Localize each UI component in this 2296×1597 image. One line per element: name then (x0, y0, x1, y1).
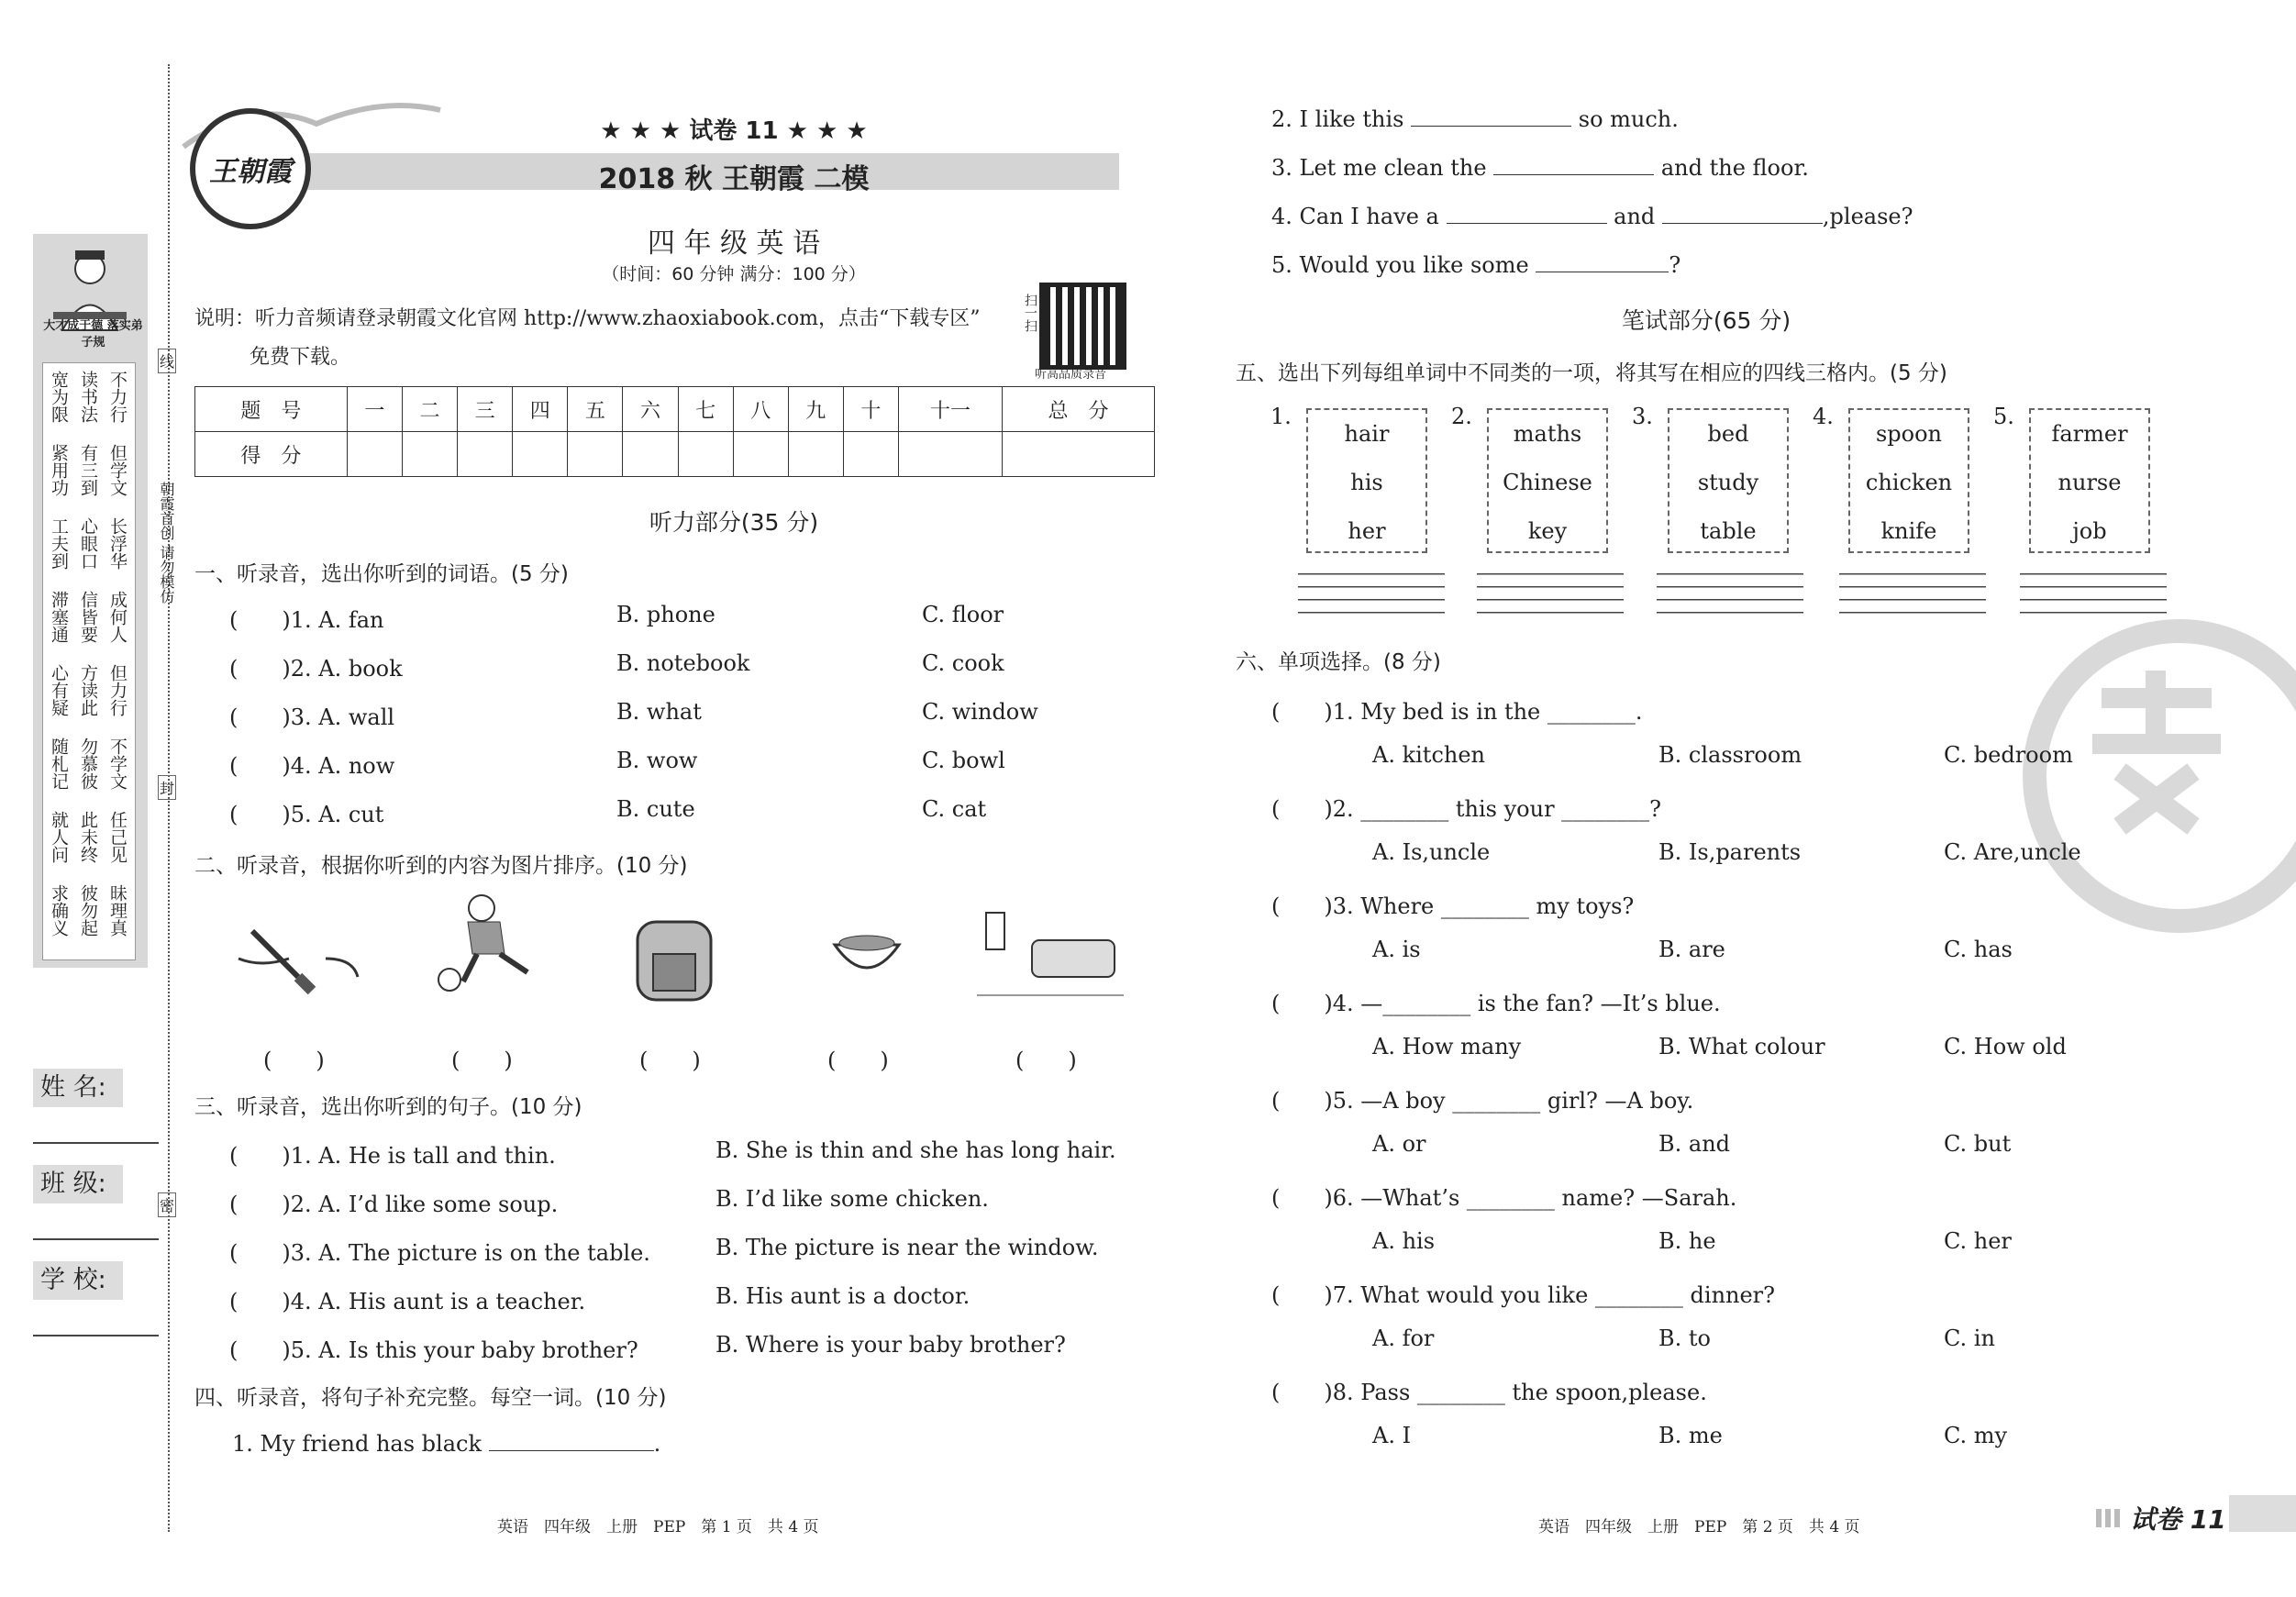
answer-blank[interactable] (1536, 253, 1669, 272)
item-b: B. cute (616, 796, 695, 822)
list-item[interactable] (229, 1186, 1147, 1235)
motto-column: 昧理真 (107, 884, 128, 937)
score-input[interactable] (458, 432, 513, 477)
exam-title: 2018 秋 王朝霞 二模 (598, 163, 870, 195)
choice-b[interactable]: B. Is,parents (1658, 839, 1802, 865)
footer-tab (2229, 1495, 2296, 1532)
order-bracket[interactable]: ( ) (451, 1048, 513, 1073)
motto-column: 求确义 (49, 884, 69, 937)
schoolbag-picture (624, 908, 752, 1009)
choice-a[interactable]: A. is (1372, 937, 1421, 962)
item-a: ( )3. A. wall (229, 704, 395, 730)
score-cell: 八 (733, 387, 788, 432)
choice-a[interactable]: A. his (1372, 1228, 1436, 1254)
option-b: B. The picture is near the window. (715, 1235, 1099, 1260)
living-room-picture (977, 904, 1124, 1004)
order-bracket[interactable]: ( ) (639, 1048, 701, 1073)
word-group (2029, 408, 2150, 553)
score-cell: 二 (402, 387, 457, 432)
group-number: 1. (1270, 404, 1292, 429)
score-table (194, 386, 1155, 477)
question[interactable]: ( )6. —What’s ________ name? —Sarah. (1271, 1185, 1737, 1211)
word-group (1487, 408, 1608, 553)
score-input[interactable] (402, 432, 457, 477)
sentence-text: 3. Let me clean the (1271, 155, 1487, 181)
footer-right: 英语 四年级 上册 PEP 第 2 页 共 4 页 (1538, 1518, 1860, 1536)
word: Chinese (1503, 470, 1592, 495)
order-bracket[interactable]: ( ) (827, 1048, 889, 1073)
option-a: ( )4. A. His aunt is a teacher. (229, 1289, 586, 1314)
choice-row (1271, 839, 2189, 888)
motto-column: 随札记 (49, 738, 69, 790)
score-entry-row (195, 432, 1155, 477)
score-cell: 四 (513, 387, 568, 432)
list-item[interactable] (229, 1283, 1147, 1332)
word: chicken (1865, 470, 1953, 495)
item-b: B. what (616, 699, 702, 725)
score-input[interactable] (788, 432, 843, 477)
question[interactable]: ( )8. Pass ________ the spoon,please. (1271, 1380, 1707, 1405)
word: his (1350, 470, 1383, 495)
choice-a[interactable]: A. or (1372, 1131, 1426, 1157)
score-input[interactable] (568, 432, 623, 477)
sentence-text: and the floor. (1660, 155, 1809, 181)
brand-logo (190, 108, 311, 229)
score-input[interactable] (513, 432, 568, 477)
score-input[interactable] (1002, 432, 1154, 477)
option-a: ( )2. A. I’d like some soup. (229, 1192, 559, 1217)
list-item[interactable] (229, 796, 1055, 845)
score-cell: 一 (347, 387, 402, 432)
choice-b[interactable]: B. to (1658, 1325, 1711, 1351)
writing-lines[interactable] (1298, 573, 1445, 614)
listening-title: 听力部分(35 分) (649, 509, 819, 536)
option-a: ( )5. A. Is this your baby brother? (229, 1337, 638, 1363)
section-2-title: 二、听录音，根据你听到的内容为图片排序。(10 分) (194, 854, 688, 878)
answer-blank[interactable] (1662, 205, 1823, 224)
choice-b[interactable]: B. classroom (1658, 742, 1802, 768)
vertical-note: 朝霞首创 请勿模仿 (158, 482, 175, 604)
list-item[interactable] (229, 1235, 1147, 1283)
motto-column: 成何人 (107, 591, 128, 643)
item-b: B. wow (616, 748, 698, 773)
choice-a[interactable]: A. How many (1372, 1034, 1522, 1059)
section-3-title: 三、听录音，选出你听到的句子。(10 分) (194, 1095, 582, 1119)
sentence-text: ? (1669, 252, 1681, 278)
option-a: ( )1. A. He is tall and thin. (229, 1143, 556, 1169)
question[interactable]: ( )1. My bed is in the ________. (1271, 699, 1643, 725)
choice-b[interactable]: B. and (1658, 1131, 1731, 1157)
section-6-list (1271, 693, 2189, 1471)
qr-scan-label: 扫一扫 (1023, 294, 1037, 332)
sentence-text: 5. Would you like some (1271, 252, 1529, 278)
choice-c[interactable]: C. but (1944, 1131, 2012, 1157)
word: bed (1707, 421, 1749, 447)
question[interactable]: ( )5. —A boy ________ girl? —A boy. (1271, 1088, 1694, 1114)
fill-sentence-2 (1271, 106, 1679, 132)
motto-column: 但学文 (107, 444, 128, 496)
name-label: 姓 名: (33, 1069, 123, 1107)
choice-c[interactable]: C. her (1944, 1228, 2012, 1254)
word-group (1668, 408, 1789, 553)
motto-column: 读书法 (78, 371, 98, 423)
motto-column: 心眼口 (78, 517, 98, 570)
score-cell: 三 (458, 387, 513, 432)
score-cell: 十一 (898, 387, 1002, 432)
section-3-list (229, 1137, 1147, 1381)
writing-lines[interactable] (1839, 573, 1986, 614)
motto-column: 此未终 (78, 811, 98, 863)
group-number: 2. (1451, 404, 1472, 429)
word: maths (1513, 421, 1582, 447)
motto-column: 宽为限 (49, 371, 69, 423)
motto-column: 方读此 (78, 664, 98, 716)
motto-column: 滞塞通 (49, 591, 69, 643)
question[interactable]: ( )4. —________ is the fan? —It’s blue. (1271, 991, 1721, 1016)
subject-title: 四 年 级 英 语 (647, 227, 821, 260)
word: table (1700, 518, 1757, 544)
class-field[interactable] (33, 1238, 159, 1240)
motto-column: 紧用功 (49, 444, 69, 496)
section-4-title: 四、听录音，将句子补充完整。每空一词。(10 分) (194, 1386, 667, 1410)
list-item[interactable] (229, 1137, 1147, 1186)
score-cell: 十 (843, 387, 898, 432)
sentence-text: 2. I like this (1271, 106, 1404, 132)
listening-note-2: 免费下载。 (250, 346, 351, 369)
bowl-picture (830, 926, 959, 981)
score-input[interactable] (733, 432, 788, 477)
item-a: ( )5. A. cut (229, 802, 384, 827)
seal-char-secret: 密 (158, 1192, 176, 1217)
list-item[interactable] (229, 699, 1055, 748)
score-input[interactable] (678, 432, 733, 477)
choice-a[interactable]: A. Is,uncle (1372, 839, 1491, 865)
motto-column: 工夫到 (49, 517, 69, 570)
motto-column: 勿慕彼 (78, 738, 98, 790)
motto-column: 彼勿起 (78, 884, 98, 937)
motto-text (42, 362, 136, 960)
sentence-text: 1. My friend has black (232, 1431, 482, 1457)
fill-sentence-4 (1271, 204, 1913, 229)
motto-column: 任己见 (107, 811, 128, 863)
item-c: C. cat (922, 796, 987, 822)
footer-left: 英语 四年级 上册 PEP 第 1 页 共 4 页 (497, 1518, 819, 1536)
seal-char-seal: 封 (158, 775, 176, 800)
list-item[interactable] (229, 1332, 1147, 1381)
fill-sentence-1 (232, 1431, 660, 1457)
choice-c[interactable]: C. my (1944, 1423, 2008, 1448)
answer-blank[interactable] (489, 1432, 654, 1451)
item-b: B. phone (616, 602, 715, 627)
name-field[interactable] (33, 1142, 159, 1144)
question[interactable]: ( )3. Where ________ my toys? (1271, 893, 1635, 919)
writing-lines[interactable] (1477, 573, 1624, 614)
sentence-text: and (1614, 204, 1656, 229)
word-group (1848, 408, 1969, 553)
sentence-text: . (653, 1431, 661, 1457)
fill-sentence-5 (1271, 252, 1680, 278)
item-c: C. bowl (922, 748, 1005, 773)
score-header-row (195, 387, 1155, 432)
choice-c[interactable]: C. Are,uncle (1944, 839, 2081, 865)
choice-row (1271, 1423, 2189, 1471)
choice-row (1271, 1228, 2189, 1277)
choice-a[interactable]: A. kitchen (1372, 742, 1486, 768)
option-b: B. She is thin and she has long hair. (715, 1137, 1116, 1163)
qr-code[interactable] (1039, 283, 1126, 370)
sentence-text: 4. Can I have a (1271, 204, 1439, 229)
class-label: 班 级: (33, 1165, 123, 1203)
section-6-title: 六、单项选择。(8 分) (1236, 650, 1441, 674)
choice-c[interactable]: C. bedroom (1944, 742, 2073, 768)
writing-title: 笔试部分(65 分) (1621, 307, 1791, 334)
motto-column: 但力行 (107, 664, 128, 716)
score-cell: 得 分 (195, 432, 348, 477)
score-input[interactable] (843, 432, 898, 477)
item-c: C. window (922, 699, 1038, 725)
score-cell: 九 (788, 387, 843, 432)
choice-b[interactable]: B. he (1658, 1228, 1716, 1254)
option-b: B. I’d like some chicken. (715, 1186, 989, 1212)
motto-heading: 大才成于德 落实弟子规 (43, 319, 143, 349)
motto-column: 长浮华 (107, 517, 128, 570)
word: job (2072, 518, 2107, 544)
word: hair (1344, 421, 1390, 447)
list-item[interactable] (229, 602, 1055, 650)
word: knife (1880, 518, 1937, 544)
motto-column: 信皆要 (78, 591, 98, 643)
item-c: C. floor (922, 602, 1004, 627)
word: nurse (2058, 470, 2122, 495)
boy-football-picture (427, 890, 555, 995)
choice-a[interactable]: A. I (1372, 1423, 1412, 1448)
item-b: B. notebook (616, 650, 750, 676)
section-5-title: 五、选出下列每组单词中不同类的一项，将其写在相应的四线三格内。(5 分) (1236, 361, 1947, 385)
school-field[interactable] (33, 1335, 159, 1336)
motto-column: 就人问 (49, 811, 69, 863)
motto-column: 心有疑 (49, 664, 69, 716)
option-b: B. Where is your baby brother? (715, 1332, 1066, 1358)
knife-picture (234, 904, 362, 995)
section-1-title: 一、听录音，选出你听到的词语。(5 分) (194, 562, 569, 586)
writing-lines[interactable] (1657, 573, 1803, 614)
score-cell: 五 (568, 387, 623, 432)
time-info: （时间：60 分钟 满分：100 分） (602, 264, 866, 284)
choice-c[interactable]: C. has (1944, 937, 2013, 962)
score-cell: 七 (678, 387, 733, 432)
question[interactable]: ( )2. ________ this your ________? (1271, 796, 1662, 822)
score-input[interactable] (898, 432, 1002, 477)
order-bracket[interactable]: ( ) (263, 1048, 325, 1073)
choice-c[interactable]: C. How old (1944, 1034, 2067, 1059)
sentence-text: ,please? (1822, 204, 1913, 229)
choice-a[interactable]: A. for (1372, 1325, 1435, 1351)
word: study (1697, 470, 1759, 495)
section-1-list (229, 602, 1055, 845)
order-bracket[interactable]: ( ) (1015, 1048, 1077, 1073)
score-cell: 总 分 (1002, 387, 1154, 432)
score-cell: 六 (623, 387, 678, 432)
sentence-text: so much. (1578, 106, 1679, 132)
item-c: C. cook (922, 650, 1004, 676)
question[interactable]: ( )7. What would you like ________ dinner? (1271, 1282, 1776, 1308)
choice-row (1271, 1325, 2189, 1374)
footer-dots (2096, 1509, 2124, 1527)
test-number: ★ ★ ★ 试卷 11 ★ ★ ★ (600, 117, 868, 145)
motto-column: 有三到 (78, 444, 98, 496)
list-item[interactable] (229, 650, 1055, 699)
choice-row (1271, 1131, 2189, 1180)
score-input[interactable] (623, 432, 678, 477)
group-number: 3. (1632, 404, 1653, 429)
listening-note: 说明：听力音频请登录朝霞文化官网 http://www.zhaoxiabook.com，点击“下载专区” (194, 307, 981, 330)
seal-char-line: 线 (158, 349, 176, 373)
option-b: B. His aunt is a doctor. (715, 1283, 971, 1309)
choice-row (1271, 742, 2189, 791)
group-number: 5. (1993, 404, 2014, 429)
choice-b[interactable]: B. are (1658, 937, 1725, 962)
choice-row (1271, 1034, 2189, 1082)
motto-column: 不力行 (107, 371, 128, 423)
logo-text: 王朝霞 (209, 157, 292, 187)
choice-c[interactable]: C. in (1944, 1325, 1995, 1351)
score-input[interactable] (347, 432, 402, 477)
option-a: ( )3. A. The picture is on the table. (229, 1240, 650, 1266)
word: spoon (1875, 421, 1943, 447)
fill-sentence-3 (1271, 155, 1809, 181)
score-cell: 题 号 (195, 387, 348, 432)
answer-blank[interactable] (1447, 205, 1607, 224)
item-a: ( )2. A. book (229, 656, 403, 682)
choice-b[interactable]: B. What colour (1658, 1034, 1825, 1059)
answer-blank[interactable] (1493, 156, 1654, 175)
item-a: ( )1. A. fan (229, 607, 384, 633)
word: farmer (2051, 421, 2128, 447)
footer-badge: 试卷 11 (2130, 1504, 2226, 1535)
choice-b[interactable]: B. me (1658, 1423, 1723, 1448)
motto-column: 不学文 (107, 738, 128, 790)
word-group (1306, 408, 1427, 553)
word: her (1348, 518, 1386, 544)
qr-caption: 听高品质录音 (1035, 368, 1107, 382)
answer-blank[interactable] (1411, 107, 1571, 127)
item-a: ( )4. A. now (229, 753, 395, 779)
group-number: 4. (1813, 404, 1834, 429)
list-item[interactable] (229, 748, 1055, 796)
writing-lines[interactable] (2020, 573, 2167, 614)
word: key (1527, 518, 1568, 544)
choice-row (1271, 937, 2189, 985)
school-label: 学 校: (33, 1261, 123, 1300)
